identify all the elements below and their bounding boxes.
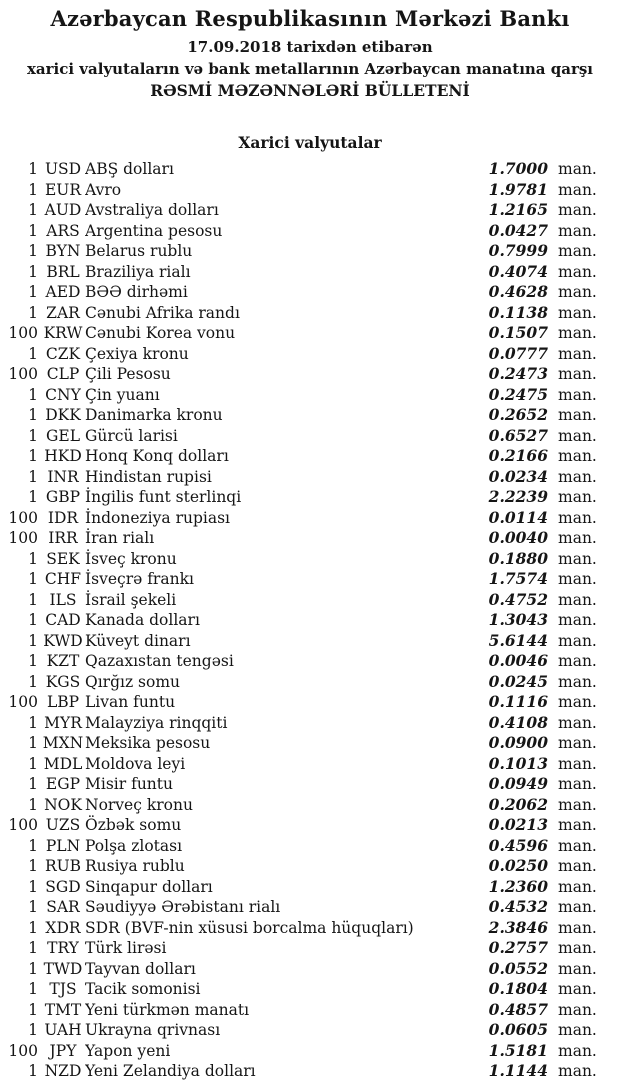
rate-value: 1.3043 (488, 610, 548, 629)
rate-unit: man. (558, 836, 597, 855)
currency-code: IDR (47, 508, 79, 527)
rate-row (0, 713, 620, 734)
currency-name: Avro (85, 180, 122, 199)
currency-code: ZAR (46, 303, 80, 322)
rate-row (0, 1000, 620, 1021)
rate-row (0, 569, 620, 590)
currency-name: İngilis funt sterlinqi (85, 488, 242, 506)
rate-qty: 1 (28, 877, 38, 896)
rate-qty: 100 (8, 365, 38, 383)
rate-unit: man. (558, 385, 597, 404)
rate-qty: 1 (28, 836, 38, 855)
scope-description-line: xarici valyutaların və bank metallarının Azərbaycan manatına qarşı (26, 60, 594, 78)
rate-unit: man. (558, 447, 597, 465)
rate-value: 0.4532 (488, 897, 548, 916)
rate-value: 0.4596 (488, 835, 548, 855)
currency-name: İsrail şekeli (85, 590, 177, 609)
rate-row (0, 631, 620, 652)
rate-unit: man. (558, 857, 597, 875)
rate-value: 0.7999 (488, 241, 548, 260)
currency-name: Cənubi Afrika randı (85, 303, 240, 322)
rate-row (0, 159, 620, 180)
rate-qty: 1 (28, 775, 38, 793)
rate-unit: man. (558, 406, 597, 424)
rate-qty: 1 (28, 570, 38, 588)
rate-row (0, 528, 620, 549)
rate-value: 0.0046 (488, 651, 548, 670)
rate-value: 0.1138 (488, 302, 548, 322)
rate-unit: man. (558, 918, 597, 937)
currency-code: DKK (45, 406, 81, 424)
rate-unit: man. (558, 1041, 597, 1060)
rate-value: 0.4108 (488, 712, 548, 732)
rate-unit: man. (558, 488, 597, 506)
rate-unit: man. (558, 201, 597, 219)
currency-name: Polşa zlotası (85, 836, 183, 855)
currency-code: MDL (43, 754, 83, 773)
rate-value: 0.1116 (488, 692, 548, 711)
rate-row (0, 364, 620, 385)
rate-qty: 1 (28, 160, 38, 178)
rate-qty: 1 (28, 980, 38, 998)
rate-qty: 1 (28, 1021, 38, 1039)
rate-value: 0.1507 (488, 323, 548, 342)
rate-unit: man. (558, 262, 597, 281)
rate-row (0, 610, 620, 631)
currency-code: PLN (45, 836, 81, 855)
currency-name: İndoneziya rupiası (85, 508, 230, 527)
currency-name: Misir funtu (85, 775, 173, 793)
bank-name-title: Azərbaycan Respublikasının Mərkəzi Bankı (50, 6, 570, 31)
rate-qty: 1 (28, 795, 38, 814)
rate-row (0, 1041, 620, 1062)
currency-name: Qazaxıstan tengəsi (85, 652, 234, 670)
currency-code: MXN (42, 734, 84, 752)
rate-value: 0.2166 (488, 446, 548, 465)
rate-qty: 1 (28, 201, 38, 219)
rate-row (0, 877, 620, 898)
rate-row (0, 959, 620, 980)
currency-code: BRL (46, 262, 80, 281)
rate-unit: man. (558, 877, 597, 896)
rate-unit: man. (558, 283, 597, 301)
rate-qty: 1 (28, 918, 38, 937)
currency-code: SEK (46, 549, 80, 568)
rate-row (0, 590, 620, 611)
currency-name: Qırğız somu (85, 672, 181, 691)
currency-name: Çin yuanı (85, 385, 160, 404)
currency-code: GEL (46, 426, 80, 445)
rate-value: 0.6527 (488, 425, 548, 445)
rate-qty: 100 (8, 508, 38, 527)
rate-row (0, 487, 620, 508)
rate-unit: man. (558, 652, 597, 670)
rate-row (0, 856, 620, 877)
rate-row (0, 405, 620, 426)
rate-value: 0.2062 (488, 794, 548, 814)
rate-unit: man. (558, 467, 597, 486)
currency-code: TJS (49, 980, 77, 998)
currency-name: İsveçrə frankı (85, 570, 194, 588)
rate-qty: 1 (28, 611, 38, 629)
rate-qty: 1 (28, 467, 38, 486)
currency-name: Meksika pesosu (85, 734, 211, 752)
rate-unit: man. (558, 529, 597, 547)
currency-code: XDR (45, 918, 81, 937)
currency-code: SAR (46, 898, 80, 916)
currency-code: ARS (46, 221, 80, 240)
rate-unit: man. (558, 734, 597, 752)
rate-row (0, 508, 620, 529)
rate-unit: man. (558, 754, 597, 773)
rate-row (0, 200, 620, 221)
rate-row (0, 262, 620, 283)
rate-qty: 1 (28, 262, 38, 281)
rate-value: 5.6144 (488, 630, 548, 650)
currency-code: CHF (44, 570, 82, 588)
rate-row (0, 815, 620, 836)
rate-row (0, 446, 620, 467)
rate-row (0, 651, 620, 672)
currency-name: Honq Konq dolları (85, 447, 229, 465)
rate-value: 0.0605 (488, 1020, 548, 1039)
rate-value: 0.2473 (488, 364, 548, 383)
currency-code: AED (45, 283, 81, 301)
document-header (0, 0, 620, 100)
rate-value: 0.1880 (488, 548, 548, 568)
currency-code: KZT (46, 652, 80, 670)
currency-code: LBP (46, 693, 80, 711)
rate-row (0, 918, 620, 939)
rate-qty: 1 (28, 180, 38, 199)
rate-qty: 1 (28, 631, 38, 650)
rate-row (0, 774, 620, 795)
rate-unit: man. (558, 180, 597, 199)
currency-code: TMT (44, 1000, 82, 1019)
rate-value: 0.0245 (488, 671, 548, 691)
currency-name: Danimarka kronu (85, 406, 223, 424)
rate-qty: 100 (8, 1041, 38, 1060)
rate-value: 0.1804 (488, 979, 548, 998)
rate-value: 0.1013 (488, 753, 548, 773)
rate-row (0, 979, 620, 1000)
rate-row (0, 282, 620, 303)
currency-name: Hindistan rupisi (85, 467, 212, 486)
rate-value: 0.0234 (488, 466, 548, 486)
rate-value: 0.0114 (488, 507, 548, 527)
currency-name: Malayziya rinqqiti (85, 713, 228, 732)
currency-name: Belarus rublu (85, 242, 193, 260)
rate-qty: 1 (28, 303, 38, 322)
effective-date-line: 17.09.2018 tarixdən etibarən (187, 38, 433, 56)
currency-name: Rusiya rublu (85, 857, 185, 875)
currency-code: KWD (43, 631, 83, 650)
rate-value: 0.2475 (488, 384, 548, 404)
rate-value: 0.4074 (488, 261, 548, 281)
currency-name: Tayvan dolları (85, 959, 196, 978)
currency-code: AUD (44, 201, 82, 219)
rate-row (0, 1061, 620, 1082)
currency-name: İran rialı (85, 529, 155, 547)
currency-code: TRY (47, 939, 79, 957)
rate-value: 2.3846 (488, 917, 548, 937)
section-title-foreign-currencies: Xarici valyutalar (238, 133, 382, 152)
currency-code: MYR (44, 713, 82, 732)
rate-value: 0.0900 (488, 733, 548, 752)
currency-code: GBP (45, 488, 81, 506)
rate-row (0, 344, 620, 365)
rate-qty: 1 (28, 672, 38, 691)
currency-name: Kanada dolları (85, 611, 200, 629)
rate-qty: 1 (28, 344, 38, 363)
rate-unit: man. (558, 242, 597, 260)
rate-row (0, 549, 620, 570)
rate-qty: 1 (28, 447, 38, 465)
currency-code: ILS (49, 590, 77, 609)
rate-unit: man. (558, 959, 597, 978)
rate-row (0, 323, 620, 344)
rate-qty: 1 (28, 898, 38, 916)
currency-code: UZS (45, 816, 81, 834)
currency-name: Yeni türkmən manatı (85, 1000, 250, 1019)
currency-name: Səudiyyə Ərəbistanı rialı (85, 898, 281, 916)
rate-row (0, 754, 620, 775)
rate-row (0, 795, 620, 816)
rate-row (0, 241, 620, 262)
currency-name: Ukrayna qrivnası (85, 1021, 221, 1039)
rate-qty: 1 (28, 652, 38, 670)
currency-name: Cənubi Korea vonu (85, 324, 236, 342)
rate-qty: 1 (28, 488, 38, 506)
rate-value: 2.2239 (488, 487, 548, 506)
rate-row (0, 897, 620, 918)
rate-unit: man. (558, 775, 597, 793)
rate-row (0, 180, 620, 201)
rate-qty: 1 (28, 713, 38, 732)
currency-name: Çili Pesosu (85, 365, 171, 383)
currency-name: BƏƏ dirhəmi (85, 283, 188, 301)
currency-name: Braziliya rialı (85, 262, 191, 281)
rate-qty: 1 (28, 857, 38, 875)
rate-qty: 100 (8, 816, 38, 834)
currency-name: Yeni Zelandiya dolları (85, 1062, 256, 1080)
currency-code: NOK (44, 795, 82, 814)
currency-code: CZK (45, 344, 81, 363)
rate-value: 0.0777 (488, 343, 548, 363)
currency-name: Çexiya kronu (85, 344, 189, 363)
rate-unit: man. (558, 816, 597, 834)
currency-name: Norveç kronu (85, 795, 193, 814)
currency-code: JPY (49, 1041, 77, 1060)
rate-unit: man. (558, 980, 597, 998)
currency-code: CLP (46, 365, 80, 383)
currency-code: EUR (44, 180, 82, 199)
rate-qty: 1 (28, 734, 38, 752)
currency-code: SGD (45, 877, 81, 896)
currency-code: CNY (45, 385, 81, 404)
currency-code: TWD (43, 959, 83, 978)
rate-row (0, 221, 620, 242)
rate-qty: 1 (28, 283, 38, 301)
rate-row (0, 836, 620, 857)
rate-value: 0.2652 (488, 405, 548, 424)
rate-value: 0.0552 (488, 958, 548, 978)
rate-row (0, 426, 620, 447)
rate-unit: man. (558, 631, 597, 650)
rate-unit: man. (558, 898, 597, 916)
rate-row (0, 385, 620, 406)
currency-name: SDR (BVF-nin xüsusi borcalma hüquqları) (85, 918, 414, 937)
rate-unit: man. (558, 160, 597, 178)
rate-unit: man. (558, 1062, 597, 1080)
rate-unit: man. (558, 713, 597, 732)
rate-unit: man. (558, 344, 597, 363)
rate-value: 0.0949 (488, 774, 548, 793)
rate-value: 1.9781 (488, 179, 548, 199)
rate-unit: man. (558, 611, 597, 629)
rate-qty: 1 (28, 426, 38, 445)
rate-value: 0.4628 (488, 282, 548, 301)
rate-value: 1.7574 (488, 569, 548, 588)
rate-qty: 100 (8, 693, 38, 711)
rate-unit: man. (558, 426, 597, 445)
currency-code: EGP (45, 775, 81, 793)
rates-table (0, 159, 620, 1082)
rate-unit: man. (558, 795, 597, 814)
rate-row (0, 303, 620, 324)
currency-name: Sinqapur dolları (85, 877, 213, 896)
currency-name: ABŞ dolları (85, 160, 174, 178)
rate-row (0, 1020, 620, 1041)
rate-qty: 100 (8, 324, 38, 342)
rate-unit: man. (558, 365, 597, 383)
bulletin-title-line: RƏSMİ MƏZƏNNƏLƏRİ BÜLLETENİ (150, 81, 470, 100)
currency-name: Yapon yeni (85, 1041, 171, 1060)
currency-name: Tacik somonisi (85, 980, 201, 998)
currency-name: Küveyt dinarı (85, 631, 191, 650)
rate-unit: man. (558, 939, 597, 957)
currency-name: Avstraliya dolları (85, 201, 219, 219)
rate-value: 1.2165 (488, 200, 548, 219)
rate-value: 0.0040 (488, 528, 548, 547)
rate-qty: 1 (28, 590, 38, 609)
rate-unit: man. (558, 508, 597, 527)
currency-name: Gürcü larisi (85, 426, 178, 445)
rate-value: 0.0213 (488, 815, 548, 834)
rate-qty: 1 (28, 406, 38, 424)
rate-unit: man. (558, 590, 597, 609)
rate-value: 0.0427 (488, 220, 548, 240)
rate-qty: 1 (28, 221, 38, 240)
rate-unit: man. (558, 324, 597, 342)
currency-code: HKD (44, 447, 82, 465)
rate-row (0, 938, 620, 959)
rate-value: 0.0250 (488, 856, 548, 875)
rate-row (0, 467, 620, 488)
rate-qty: 1 (28, 939, 38, 957)
rate-unit: man. (558, 1000, 597, 1019)
currency-name: Livan funtu (85, 693, 176, 711)
rate-row (0, 733, 620, 754)
rate-qty: 1 (28, 754, 38, 773)
rate-value: 1.1144 (488, 1061, 548, 1080)
rate-qty: 1 (28, 549, 38, 568)
rate-value: 0.4857 (488, 999, 548, 1019)
rate-unit: man. (558, 1021, 597, 1039)
rate-unit: man. (558, 570, 597, 588)
rate-row (0, 672, 620, 693)
rate-value: 0.2757 (488, 938, 548, 957)
rate-qty: 1 (28, 385, 38, 404)
rate-value: 1.2360 (488, 876, 548, 896)
currency-code: KGS (45, 672, 81, 691)
rate-unit: man. (558, 303, 597, 322)
rate-value: 0.4752 (488, 589, 548, 609)
rate-qty: 1 (28, 1062, 38, 1080)
currency-name: Moldova leyi (85, 754, 186, 773)
currency-code: USD (44, 160, 82, 178)
rate-row (0, 692, 620, 713)
rate-qty: 1 (28, 1000, 38, 1019)
rate-unit: man. (558, 549, 597, 568)
rate-unit: man. (558, 693, 597, 711)
currency-code: UAH (44, 1021, 82, 1039)
currency-code: NZD (44, 1062, 82, 1080)
rate-unit: man. (558, 221, 597, 240)
currency-code: RUB (44, 857, 82, 875)
rate-unit: man. (558, 672, 597, 691)
currency-name: Özbək somu (85, 816, 182, 834)
rate-qty: 1 (28, 242, 38, 260)
currency-code: INR (47, 467, 79, 486)
currency-name: İsveç kronu (85, 549, 177, 568)
currency-name: Argentina pesosu (85, 221, 223, 240)
currency-name: Türk lirəsi (85, 939, 167, 957)
rate-value: 1.5181 (488, 1040, 548, 1060)
currency-code: KRW (43, 324, 83, 342)
currency-code: BYN (45, 242, 81, 260)
rate-qty: 100 (8, 529, 38, 547)
rate-qty: 1 (28, 959, 38, 978)
currency-code: IRR (48, 529, 78, 547)
rate-value: 1.7000 (488, 159, 548, 178)
currency-code: CAD (45, 611, 81, 629)
